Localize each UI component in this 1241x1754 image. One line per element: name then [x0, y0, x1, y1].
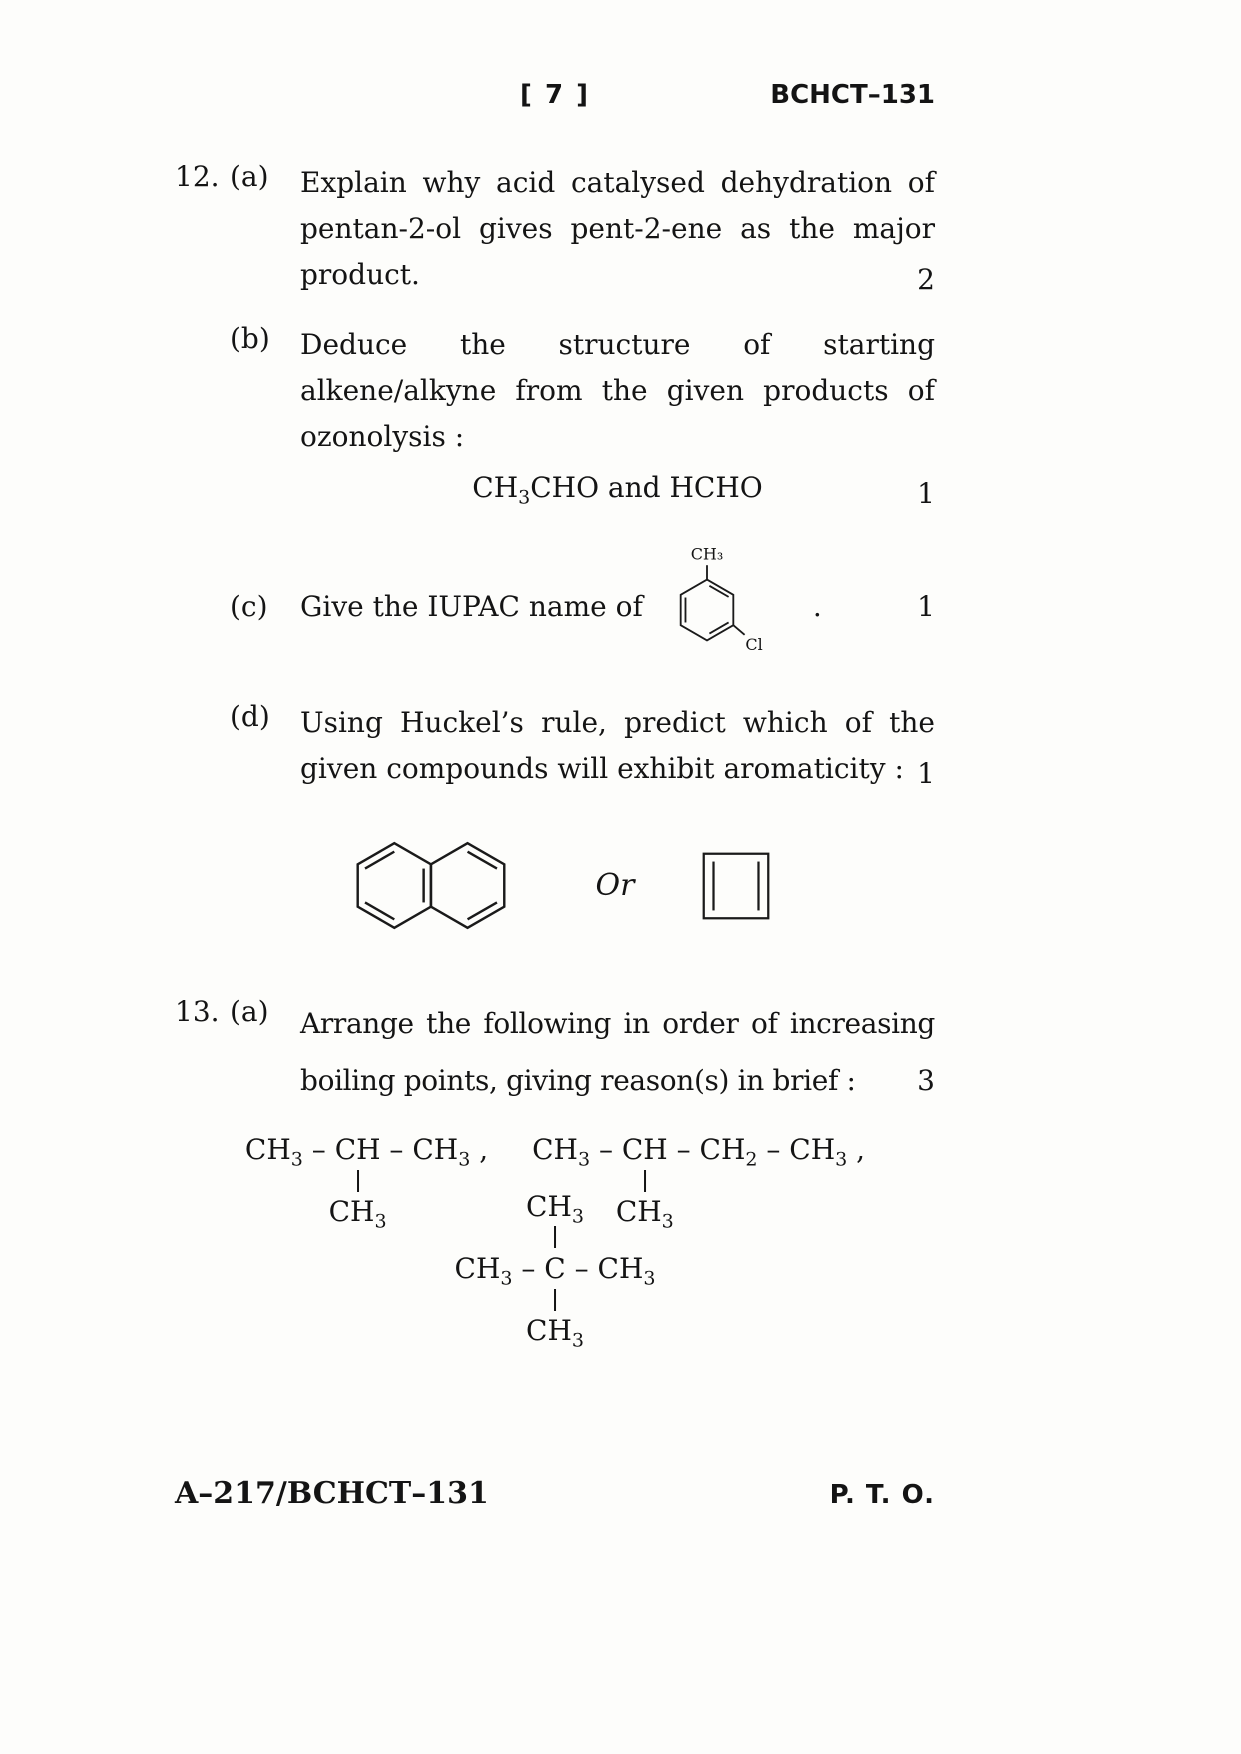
question-12c-marks: 1 [917, 589, 935, 623]
cyclobutadiene-structure [692, 842, 780, 930]
question-13a-marks: 3 [917, 1064, 935, 1098]
part-c-label: (c) [230, 589, 268, 623]
bond-line [357, 1170, 359, 1192]
pto-label: P. T. O. [829, 1480, 935, 1510]
course-code: BCHCT–131 [770, 80, 935, 110]
question-12d [175, 700, 935, 792]
page-number: [ 7 ] [520, 80, 590, 110]
question-12-number: 12. [175, 160, 220, 193]
question-12b [175, 322, 935, 513]
naphthalene-structure [330, 822, 538, 949]
part-a-label: (a) [230, 995, 269, 1029]
question-12b-marks: 1 [917, 477, 935, 511]
page-header [175, 80, 935, 122]
isopentane-formula: $CH_3$ – CH $CH_3$ – $CH_2 - CH_3$ , [532, 1133, 866, 1234]
question-12a-text: Explain why acid catalysed dehydration of pentan-2-ol gives pent-2-ene as the major product. [300, 166, 935, 291]
question-12b-text: Deduce the structure of starting alkene/alkyne from the given products of ozonolysis : [300, 327, 935, 453]
part-b-label: (b) [230, 321, 270, 355]
question-12d-text: Using Huckel’s rule, predict which of the given compounds will exhibit aromaticity : [300, 706, 935, 786]
or-label: Or [595, 868, 635, 904]
chloro-label: Cl [745, 635, 763, 655]
bond-line [554, 1226, 556, 1248]
page-footer [175, 1476, 935, 1511]
paper-code: A–217/BCHCT–131 [175, 1476, 489, 1511]
question-12c [175, 536, 935, 676]
neopentane-formula: $CH_3$ – C $CH_3$ $CH_3$ – $CH_3$ [454, 1190, 656, 1353]
part-d-label: (d) [230, 700, 270, 734]
boiling-point-compounds-row2 [175, 1190, 935, 1353]
isobutane-formula: $CH_3$ – CH $CH_3$ – $CH_3$ , [244, 1133, 489, 1234]
question-12a [175, 160, 935, 298]
sentence-period: . [812, 589, 822, 623]
question-12d-marks: 1 [917, 757, 935, 791]
question-13-number: 13. [175, 995, 220, 1029]
part-a-label: (a) [230, 160, 269, 193]
question-12a-marks: 2 [917, 262, 935, 296]
question-13a [175, 995, 935, 1109]
ozonolysis-products-formula: $CH_3CHO$ and HCHO [472, 471, 763, 510]
question-13a-text: Arrange the following in order of increasing boiling points, giving reason(s) in brief : [300, 1007, 935, 1098]
chlorotoluene-structure [659, 536, 771, 676]
aromaticity-structures [175, 822, 935, 949]
question-12c-text: Give the IUPAC name of [300, 589, 643, 623]
methyl-label: CH₃ [690, 545, 724, 565]
bond-line [554, 1289, 556, 1311]
boiling-point-compounds-row1 [175, 1133, 935, 1234]
bond-line [644, 1170, 646, 1192]
